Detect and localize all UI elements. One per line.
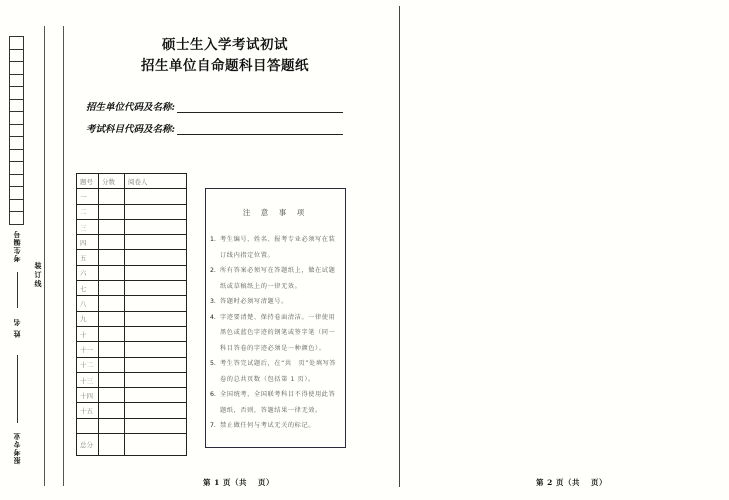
candidate-number-line[interactable] bbox=[17, 272, 18, 308]
question-number bbox=[77, 418, 99, 433]
notice-list bbox=[206, 232, 345, 434]
binding-line-label: 装订线 bbox=[34, 262, 42, 289]
score-cell[interactable] bbox=[99, 281, 125, 296]
candidate-number-box[interactable] bbox=[9, 61, 24, 74]
score-cell[interactable] bbox=[99, 219, 125, 234]
binding-line-outer bbox=[44, 26, 45, 486]
grader-cell[interactable] bbox=[125, 250, 187, 265]
score-cell[interactable] bbox=[99, 403, 125, 418]
institution-input-line[interactable] bbox=[177, 102, 343, 113]
header-question-no: 题号 bbox=[77, 174, 99, 189]
candidate-number-box[interactable] bbox=[9, 124, 24, 137]
score-row bbox=[77, 250, 187, 265]
grader-cell[interactable] bbox=[125, 388, 187, 403]
score-row bbox=[77, 311, 187, 326]
notice-item-number: 3. bbox=[210, 298, 216, 305]
score-cell[interactable] bbox=[99, 418, 125, 433]
page-divider bbox=[399, 6, 400, 487]
page2-footer: 第 2 页（共 页） bbox=[536, 478, 608, 487]
total-grader-cell[interactable] bbox=[125, 434, 187, 456]
grader-cell[interactable] bbox=[125, 342, 187, 357]
subject-input-line[interactable] bbox=[177, 124, 343, 135]
total-label: 总分 bbox=[77, 434, 99, 456]
header-grader: 阅卷人 bbox=[125, 174, 187, 189]
notice-item-text: 全国统考、全国联考科目不得使用此答题纸，否则，答题结果一律无效。 bbox=[220, 391, 336, 414]
name-label: 姓 名 bbox=[13, 318, 21, 338]
score-row bbox=[77, 281, 187, 296]
candidate-number-box[interactable] bbox=[9, 174, 24, 187]
exam-title: 硕士生入学考试初试 bbox=[162, 37, 288, 53]
score-row bbox=[77, 189, 187, 204]
candidate-number-label: 考生编号 bbox=[13, 230, 21, 262]
score-cell[interactable] bbox=[99, 311, 125, 326]
score-row bbox=[77, 342, 187, 357]
question-number: 十二 bbox=[77, 357, 99, 372]
score-row bbox=[77, 388, 187, 403]
score-cell[interactable] bbox=[99, 265, 125, 280]
binding-line-inner bbox=[63, 26, 64, 486]
notice-title: 注 意 事 项 bbox=[242, 208, 309, 217]
grader-cell[interactable] bbox=[125, 418, 187, 433]
notice-item-text: 答题时必须写清题号。 bbox=[220, 298, 288, 305]
grader-cell[interactable] bbox=[125, 372, 187, 387]
notice-item-number: 2. bbox=[210, 267, 216, 274]
question-number: 九 bbox=[77, 311, 99, 326]
question-number: 五 bbox=[77, 250, 99, 265]
institution-label: 招生单位代码及名称: bbox=[86, 102, 176, 113]
candidate-number-box[interactable] bbox=[9, 186, 24, 199]
score-cell[interactable] bbox=[99, 342, 125, 357]
notice-item bbox=[210, 263, 339, 294]
notice-box bbox=[205, 188, 346, 448]
total-score-cell[interactable] bbox=[99, 434, 125, 456]
score-table bbox=[76, 173, 187, 456]
question-number: 八 bbox=[77, 296, 99, 311]
candidate-number-box[interactable] bbox=[9, 136, 24, 149]
candidate-number-box[interactable] bbox=[9, 86, 24, 99]
sheet-title: 招生单位自命题科目答题纸 bbox=[141, 58, 309, 74]
grader-cell[interactable] bbox=[125, 357, 187, 372]
major-label: 报考专业 bbox=[13, 432, 21, 464]
score-row bbox=[77, 265, 187, 280]
grader-cell[interactable] bbox=[125, 265, 187, 280]
candidate-number-box[interactable] bbox=[9, 99, 24, 112]
question-number: 十三 bbox=[77, 372, 99, 387]
candidate-number-box[interactable] bbox=[9, 211, 24, 225]
score-cell[interactable] bbox=[99, 326, 125, 341]
score-cell[interactable] bbox=[99, 357, 125, 372]
score-cell[interactable] bbox=[99, 372, 125, 387]
notice-item bbox=[210, 310, 339, 357]
notice-item bbox=[210, 294, 339, 310]
notice-item-text: 所有答案必须写在答题纸上，做在试题纸或草稿纸上的一律无效。 bbox=[220, 267, 336, 290]
candidate-number-box[interactable] bbox=[9, 111, 24, 124]
question-number: 一 bbox=[77, 189, 99, 204]
candidate-number-box[interactable] bbox=[9, 199, 24, 212]
grader-cell[interactable] bbox=[125, 189, 187, 204]
score-table-header bbox=[77, 174, 187, 189]
score-cell[interactable] bbox=[99, 296, 125, 311]
question-number: 十 bbox=[77, 326, 99, 341]
score-cell[interactable] bbox=[99, 235, 125, 250]
notice-item-text: 考生答完试题后，在“共 页”处填写答卷的总共页数（包括第 1 页）。 bbox=[220, 360, 337, 383]
notice-item bbox=[210, 232, 339, 263]
grader-cell[interactable] bbox=[125, 311, 187, 326]
notice-item-number: 7. bbox=[210, 422, 216, 429]
question-number: 六 bbox=[77, 265, 99, 280]
score-cell[interactable] bbox=[99, 250, 125, 265]
subject-label: 考试科目代码及名称: bbox=[86, 124, 176, 135]
candidate-number-boxes[interactable] bbox=[9, 36, 23, 225]
notice-item bbox=[210, 356, 339, 387]
grader-cell[interactable] bbox=[125, 235, 187, 250]
notice-item-text: 字迹要清楚、保持卷面清洁。一律使用黑色或蓝色字迹的钢笔或签字笔（同一科目答卷的字迹必须是一种颜色）。 bbox=[220, 313, 336, 352]
score-cell[interactable] bbox=[99, 204, 125, 219]
candidate-number-box[interactable] bbox=[9, 74, 24, 87]
question-number: 二 bbox=[77, 204, 99, 219]
grader-cell[interactable] bbox=[125, 281, 187, 296]
grader-cell[interactable] bbox=[125, 219, 187, 234]
notice-item-number: 1. bbox=[210, 236, 216, 243]
score-cell[interactable] bbox=[99, 388, 125, 403]
notice-item-number: 4. bbox=[210, 313, 216, 321]
score-cell[interactable] bbox=[99, 189, 125, 204]
grader-cell[interactable] bbox=[125, 403, 187, 418]
score-row bbox=[77, 219, 187, 234]
question-number: 四 bbox=[77, 235, 99, 250]
score-row bbox=[77, 296, 187, 311]
notice-item-text: 考生编号、姓名、报考专业必须写在装订线内指定位置。 bbox=[220, 236, 336, 259]
subject-field[interactable] bbox=[86, 121, 343, 135]
total-row bbox=[77, 434, 187, 456]
notice-item bbox=[210, 418, 339, 434]
question-number: 十一 bbox=[77, 342, 99, 357]
score-row bbox=[77, 326, 187, 341]
score-row bbox=[77, 204, 187, 219]
candidate-number-box[interactable] bbox=[9, 36, 24, 49]
score-row bbox=[77, 372, 187, 387]
header-score: 分数 bbox=[99, 174, 125, 189]
notice-item bbox=[210, 387, 339, 418]
grader-cell[interactable] bbox=[125, 296, 187, 311]
candidate-number-box[interactable] bbox=[9, 49, 24, 62]
candidate-number-box[interactable] bbox=[9, 161, 24, 174]
candidate-number-box[interactable] bbox=[9, 149, 24, 162]
notice-item-text: 禁止做任何与考试无关的标记。 bbox=[220, 422, 316, 429]
score-row bbox=[77, 403, 187, 418]
notice-item-number: 5. bbox=[210, 360, 216, 367]
question-number: 三 bbox=[77, 219, 99, 234]
score-row bbox=[77, 357, 187, 372]
page1-footer: 第 1 页（共 页） bbox=[203, 478, 275, 487]
institution-field[interactable] bbox=[86, 99, 343, 113]
score-row bbox=[77, 418, 187, 433]
grader-cell[interactable] bbox=[125, 326, 187, 341]
question-number: 十四 bbox=[77, 388, 99, 403]
question-number: 七 bbox=[77, 281, 99, 296]
grader-cell[interactable] bbox=[125, 204, 187, 219]
score-row bbox=[77, 235, 187, 250]
name-line[interactable] bbox=[17, 355, 18, 423]
question-number: 十五 bbox=[77, 403, 99, 418]
notice-item-number: 6. bbox=[210, 391, 216, 398]
